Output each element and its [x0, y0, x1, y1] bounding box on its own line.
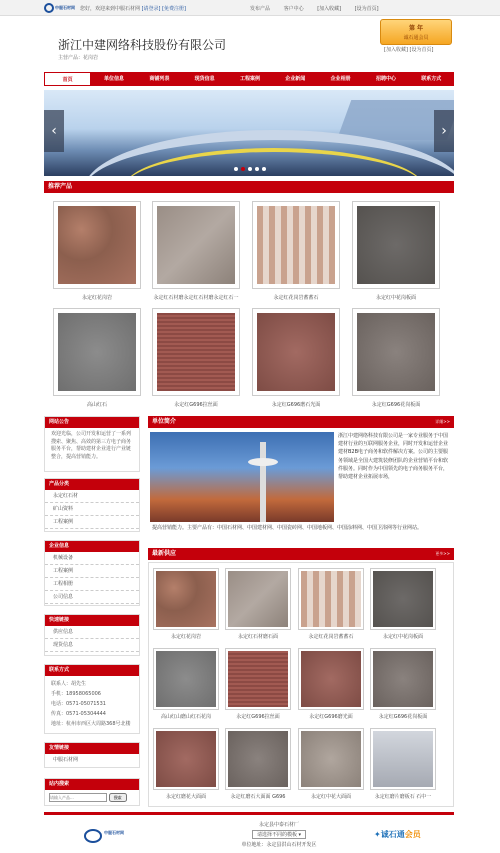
welcome-message	[80, 5, 186, 12]
nav-album[interactable]: 企业相册	[330, 76, 351, 82]
product-image	[357, 206, 435, 284]
contact-box	[44, 664, 140, 734]
supply-thumb[interactable]	[370, 568, 436, 630]
badge-label: 诚石通会员	[403, 35, 429, 41]
recommend-header	[44, 181, 454, 193]
product-thumb[interactable]	[252, 201, 340, 289]
product-image	[257, 206, 335, 284]
footer-brand	[374, 829, 421, 840]
login-link[interactable]: [请登录]	[141, 6, 161, 12]
quick-nav-title: 快速链接	[45, 615, 139, 626]
contact-person: 联系人：胡先生	[51, 681, 87, 687]
intro-title: 单位简介	[152, 418, 177, 425]
recommend-title: 推荐产品	[48, 183, 73, 190]
supply-caption[interactable]: 永定红花岗岩蓄蓄石	[308, 634, 354, 640]
main-products: 主营产品：花岗岩	[58, 55, 99, 61]
supply-thumb[interactable]	[225, 568, 291, 630]
chevron-down-icon: ▾	[298, 832, 302, 838]
supply-caption[interactable]: 永定红磨片磨板石 石中一	[374, 794, 432, 800]
product-thumb[interactable]	[152, 201, 240, 289]
footer-logo[interactable]	[84, 827, 132, 847]
product-image	[157, 206, 235, 284]
supply-thumb[interactable]	[225, 728, 291, 790]
banner-next-button[interactable]: ›	[434, 110, 454, 152]
banner-dot[interactable]	[234, 167, 238, 171]
product-caption[interactable]: 永定红G696花岗板面	[371, 402, 421, 408]
logo-text: 中服石材网	[55, 5, 75, 10]
set-homepage-link[interactable]: [设为首页]	[354, 6, 379, 12]
supply-image	[156, 731, 216, 787]
supply-image	[301, 651, 361, 707]
nav-home[interactable]: 首页	[44, 72, 91, 86]
supply-caption[interactable]: 永定红G696拉丝面	[236, 714, 280, 720]
nav-projects[interactable]: 工程案例	[239, 76, 260, 82]
supply-caption[interactable]: 永定红磨石大面面 G696	[230, 794, 286, 800]
banner-dot-current[interactable]	[241, 167, 245, 171]
supply-caption[interactable]: 永定红中花大面面	[310, 794, 351, 800]
supply-image	[228, 571, 288, 627]
product-caption[interactable]: 永定红中花岗板面	[375, 295, 416, 301]
product-thumb[interactable]	[352, 201, 440, 289]
product-caption[interactable]: 永定红花岗岩	[81, 295, 112, 301]
company-info-item[interactable]: 工程相册	[45, 578, 139, 591]
supply-thumb[interactable]	[370, 648, 436, 710]
notice-box	[44, 416, 140, 472]
main-nav	[44, 72, 454, 86]
supply-image	[156, 571, 216, 627]
footer-brand-name: 诚石通	[380, 830, 405, 839]
product-caption[interactable]: 永定红石材磨永定红石材磨永定红石一	[153, 295, 239, 301]
supply-caption[interactable]: 永定红中花岗板面	[382, 634, 423, 640]
intro-more-link[interactable]: 详细>>	[435, 419, 450, 424]
logo-ring-icon	[44, 3, 54, 13]
top-links	[250, 5, 391, 12]
banner-slider	[44, 90, 454, 176]
banner-dot[interactable]	[248, 167, 252, 171]
product-thumb[interactable]	[352, 308, 440, 396]
supply-thumb[interactable]	[225, 648, 291, 710]
template-select-value: 请选择不同的模板	[256, 832, 297, 838]
publish-product-link[interactable]: 发布产品	[250, 6, 271, 12]
supply-image	[373, 651, 433, 707]
supply-image	[301, 571, 361, 627]
footer-logo-text: 中服石材网	[104, 830, 124, 835]
supply-image	[301, 731, 361, 787]
company-info-item[interactable]: 机械设备	[45, 552, 139, 565]
supply-caption[interactable]: 永定红G696花岗板面	[378, 714, 428, 720]
footer-logo-ring-icon	[84, 829, 102, 843]
category-item[interactable]: 矿山资料	[45, 503, 139, 516]
top-bar	[0, 0, 500, 16]
quick-nav-item[interactable]: 现货信息	[45, 639, 139, 652]
nav-stock-info[interactable]: 现货信息	[194, 76, 215, 82]
member-badge	[380, 19, 452, 45]
supply-thumb[interactable]	[153, 728, 219, 790]
intro-section	[148, 428, 454, 546]
nav-company-info[interactable]: 单位信息	[103, 76, 124, 82]
banner-dots	[234, 167, 266, 171]
contact-phone: 电话：0571-05071531	[51, 701, 106, 707]
supply-caption[interactable]: 高山红山磨山红石花岗	[160, 714, 211, 720]
product-image	[257, 313, 335, 391]
friend-links-box	[44, 742, 140, 768]
search-title: 站内搜索	[45, 779, 139, 790]
product-thumb[interactable]	[252, 308, 340, 396]
notice-text: 欢迎光临，公司开发和运营了一系列搜索、聚焦、高效的第三方电子商务服务平台，帮助建材企业进行产业链整合，提高营销能力。	[51, 431, 132, 460]
intro-text-continued: 提高营销能力。主要产品有：中国石材网、中国建材网、中国瓷砖网、中国地板网、中国涂料网、中国卫浴网等行业网站。	[152, 525, 423, 531]
footer	[44, 812, 454, 853]
supply-caption[interactable]: 永定红花岗岩	[170, 634, 201, 640]
company-info-title: 企业信息	[45, 541, 139, 552]
product-image	[58, 313, 136, 391]
quick-nav-item[interactable]: 供应信息	[45, 626, 139, 639]
customer-center-link[interactable]: 客户中心	[283, 6, 304, 12]
product-caption[interactable]: 高山红石	[86, 402, 107, 408]
categories-box	[44, 478, 140, 532]
site-logo[interactable]	[44, 3, 76, 13]
product-image	[357, 313, 435, 391]
category-item[interactable]: 工程案例	[45, 516, 139, 529]
product-thumb[interactable]	[53, 308, 141, 396]
footer-info	[204, 821, 354, 848]
product-caption[interactable]: 永定红G696磨石光面	[271, 402, 321, 408]
supply-header	[148, 548, 454, 560]
nav-shop-list[interactable]: 商铺列表	[149, 76, 170, 82]
product-thumb[interactable]	[53, 201, 141, 289]
supply-title: 最新供应	[152, 550, 177, 557]
company-info-box	[44, 540, 140, 606]
nav-news[interactable]: 企业新闻	[285, 76, 306, 82]
supply-image	[156, 651, 216, 707]
company-info-item[interactable]: 工程案例	[45, 565, 139, 578]
nav-jobs[interactable]: 招聘中心	[375, 76, 396, 82]
friend-link[interactable]: 中服石材网	[53, 757, 79, 763]
search-box	[44, 778, 140, 806]
welcome-text: 您好，欢迎来到中服石材网	[80, 6, 141, 12]
template-select[interactable]	[252, 830, 306, 839]
badge-year: 第 年	[408, 25, 424, 32]
footer-company: 永定县中泰石材厂	[258, 822, 299, 828]
tower-disk-shape	[248, 458, 278, 466]
supply-thumb[interactable]	[153, 568, 219, 630]
product-thumb[interactable]	[152, 308, 240, 396]
supply-caption[interactable]: 永定红磨花大面面	[165, 794, 206, 800]
supply-image	[228, 651, 288, 707]
product-caption[interactable]: 永定红花岗岩蓄蓄石	[273, 295, 319, 301]
friend-links-title: 友情链接	[45, 743, 139, 754]
supply-thumb[interactable]	[298, 648, 364, 710]
supply-image	[373, 571, 433, 627]
banner-dot[interactable]	[262, 167, 266, 171]
product-image	[58, 206, 136, 284]
banner-dot[interactable]	[255, 167, 259, 171]
supply-more-link[interactable]: 更多>>	[435, 551, 450, 556]
footer-address: 单位地址：永定县洪山石材开发区	[241, 842, 317, 848]
supply-caption[interactable]: 永定红石材磨石面	[237, 634, 278, 640]
notice-title: 网站公告	[45, 417, 139, 428]
register-link[interactable]: [免费注册]	[162, 6, 187, 12]
contact-address: 地址：杭州市西区大周路368号北楼	[51, 721, 131, 727]
brand-star-icon: ✦	[374, 830, 381, 839]
company-info-item[interactable]: 公司信息	[45, 591, 139, 604]
nav-contact[interactable]: 联系方式	[421, 76, 442, 82]
header	[44, 16, 454, 68]
quick-nav-box	[44, 614, 140, 656]
contact-mobile: 手机：18958065006	[51, 691, 101, 697]
supply-image	[228, 731, 288, 787]
add-favorite-link[interactable]: [加入收藏]	[317, 6, 342, 12]
company-name: 浙江中建网络科技股份有限公司	[58, 38, 227, 52]
contact-title: 联系方式	[45, 665, 139, 676]
intro-header	[148, 416, 454, 428]
intro-text: 浙江中建网络科技有限公司是一家专业服务于中国建材行业的互联网服务企业，同时开发和运营企业建材B2B电子商务和软件解决方案。公司的主要服务领域是全国大建筑装修团队的企业营销平台和软件服务。同时作为中国领先的电子商务服务平台，帮助建材企业拓展市场，	[338, 433, 449, 481]
product-image	[157, 313, 235, 391]
footer-brand-member: 会员	[404, 830, 421, 839]
categories-title: 产品分类	[45, 479, 139, 490]
search-button[interactable]: 搜索	[109, 793, 127, 802]
supply-thumb[interactable]	[153, 648, 219, 710]
product-caption[interactable]: 永定红G696拉丝面	[174, 402, 218, 408]
supply-caption[interactable]: 永定红G696磨光面	[309, 714, 353, 720]
supply-thumb[interactable]	[298, 728, 364, 790]
header-links[interactable]: [加入收藏] [设为首页]	[384, 47, 434, 53]
category-item[interactable]: 永定红石材	[45, 490, 139, 503]
banner-prev-button[interactable]: ‹	[44, 110, 64, 152]
intro-image	[150, 432, 334, 522]
contact-fax: 传真：0571-05304444	[51, 711, 106, 717]
supply-image	[373, 731, 433, 787]
search-input[interactable]	[49, 793, 107, 802]
tower-shape	[260, 442, 266, 522]
supply-thumb[interactable]	[298, 568, 364, 630]
supply-thumb[interactable]	[370, 728, 436, 790]
